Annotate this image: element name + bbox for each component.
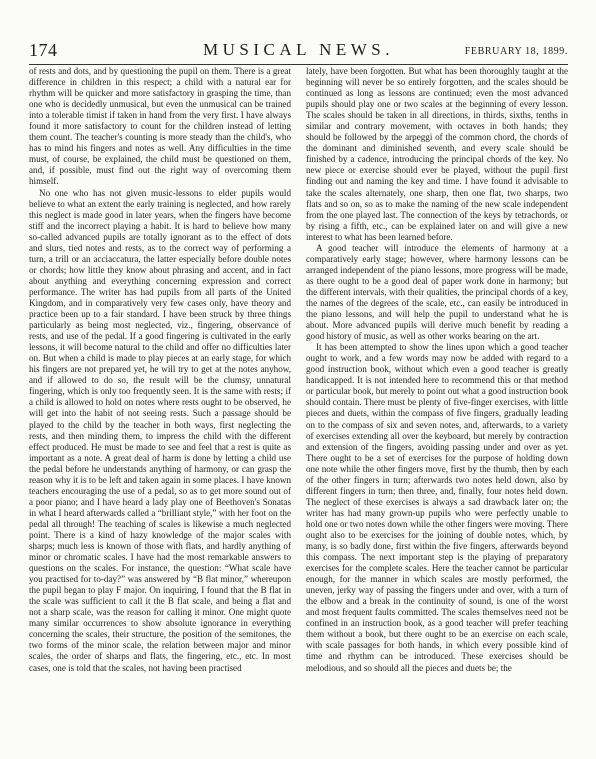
paragraph: of rests and dots, and by questioning the pupil on them. There is a great difference in children in this respect; a child with a natural ear for rhythm will be quicker and more satisfactory in grasping the time, than one who is decidedly unmusical, but even the unmusical can be trained into a tolerable timist if taken in hand from the very first. I have always found it more satisfactory to count for the children instead of letting them count. The teacher's counting is more steady than the child's, who has to mind his fingers and notes as well. Any difficulties in the time must, of course, be explained, the child must be questioned on them, and, if possible, must find out the right way of overcoming them himself. — [29, 66, 291, 187]
page-header — [29, 0, 568, 66]
header-rule — [29, 64, 568, 65]
journal-title: MUSICAL NEWS. — [202, 40, 395, 59]
left-column — [29, 66, 291, 674]
right-column — [306, 66, 568, 674]
paragraph: A good teacher will introduce the elements of harmony at a comparatively early stage; however, where harmony lessons can be arranged independent of the piano lessons, more progress will be made, as there ought to be a good deal of paper work done in harmony; but the different intervals, with their qualities, the principal chords of a key, the names of the degrees of the scale, etc., can easily be introduced in the piano lessons, and will help the pupil to understand what he is about. More advanced pupils will derive much benefit by reading a good history of music, as well as other works bearing on the art. — [306, 242, 568, 342]
issue-date: FEBRUARY 18, 1899. — [464, 46, 568, 57]
paragraph: It has been attempted to show the lines upon which a good teacher ought to work, and a few words may now be added with regard to a good instruction book, without which even a good teacher is greatly handicapped. It is not intended here to recommend this or that method or particular book, but merely to point out what a good instruction book should contain. There must be plenty of five-finger exercises, with little pieces and duets, within the compass of five fingers, gradually leading on to the compass of six and seven notes, and, afterwards, to a variety of exercises extending all over the keyboard, but merely by contraction and extension of the fingers, avoiding passing under and over as yet. There ought to be a set of exercises for the purpose of holding down one note while the other fingers move, first by the thumb, then by each of the other fingers in turn; afterwards two notes held down, also by different fingers in turn; then three, and, finally, four notes held down. The neglect of these exercises is always a sad drawback later on; the writer has had many grown-up pupils who were perfectly unable to hold one or two notes down while the other fingers were moving. There ought also to be exercises for the joining of double notes, which, by many, is so badly done, first within the five fingers, afterwards beyond this compass. The next important step is the playing of preparatory exercises for the complete scales. Here the teacher cannot be particular enough, for the manner in which scales are mostly performed, the uneven, jerky way of passing the fingers under and over, with a turn of the elbow and a break in the continuity of sound, is one of the worst and most frequent faults committed. The scales themselves need not be confined in an instruction book, as a good teacher will prefer teaching them without a book, but there ought to be an exercise on each scale, with scale passages for both hands, in which every possible kind of time and rhythm can be introduced. These exercises should be melodious, and so should all the pieces and duets be; the — [306, 342, 568, 673]
paragraph: lately, have been forgotten. But what has been thoroughly taught at the beginning will never be so entirely forgotten, and the scales should be continued as long as lessons are continued; even the most advanced pupils should play one or two scales at the beginning of every lesson. The scales should be taken in all directions, in thirds, sixths, tenths in similar and contrary movement, with octaves in both hands; they should be followed by the arpeggi of the common chord, the chords of the dominant and diminished seventh, and every scale should be finished by a cadence, introducing the principal chords of the key. No new piece or exercise should ever be played, without the pupil first finding out and naming the key and time. I have found it advisable to take the scales alternately, one sharp, then one flat, two sharps, two flats and so on, so as to make the naming of the new scale independent from the one played last. The connection of the keys by tetrachords, or by rising a fifth, etc., can be explained later on and will give a new interest to what has been learned before. — [306, 66, 568, 242]
page-number: 174 — [29, 40, 58, 60]
paragraph: No one who has not given music-lessons to elder pupils would believe to what an extent the early training is neglected, and how rarely this neglect is made good in later years, when the fingers have become stiff and the incorrect playing a habit. It is hard to believe how many so-called advanced pupils are totally ignorant as to the effect of dots and slurs, tied notes and rests, as to the correct way of performing a turn, a trill or an acciaccatura, the latter especially before double notes or chords; how little they know about phrasing and accent, and in fact about anything and everything concerning expression and correct performance. The writer has had pupils from all parts of the United Kingdom, and in comparatively very few cases only, have theory and practice been up to a fair standard. I have been struck by three things particularly as being most neglected, viz., fingering, observance of rests, and use of the pedal. If a good fingering is cultivated in the early lessons, it will become natural to the child and offer no difficulties later on. But when a child is made to play pieces at an early stage, for which his fingers are not prepared yet, he will try to get at the notes anyhow, and if allowed to do so, the result will be the clumsy, unnatural fingering, which is only too frequently seen. It is the same with rests; if a child is allowed to hold on notes where rests ought to be observed, he will get into the habit of not seeing rests. Such a passage should be played to the child by the teacher in both ways, first neglecting the rests, and then minding them, to impress the child with the different effect produced. He must be made to see and feel that a rest is quite as important as a note. A great deal of harm is done by letting a child use the pedal before he understands anything of harmony, or can grasp the reason why it is to be left and taken again in some places. I have known teachers encouraging the use of a pedal, so as to get more sound out of a poor piano; and I have heard a lady play one of Beethoven's Sonatas in what I heard afterwards called a “brilliant style,” with her foot on the pedal all through! The teaching of scales is likewise a much neglected point. There is a kind of hazy knowledge of the major scales with sharps; much less is known of those with flats, and hardly anything of minor or chromatic scales. I have had the most remarkable answers to questions on the scales. For instance, the question: “What scale have you practised for to-day?” was answered by “B flat minor,” whereupon the pupil began to play F major. On inquiring, I found that the B flat in the scale was sufficient to call it the B flat scale, and being a flat and not a sharp scale, was the reason for calling it minor. One might quote many similar occurrences to show absolute ignorance in everything concerning the scales, their structure, the position of the semitones, the two forms of the minor scale, the relation between major and minor scales, the order of sharps and flats, the fingering, etc., etc. In most cases, one is told that the scales, not having been practised — [29, 187, 291, 673]
article-columns — [29, 66, 568, 674]
